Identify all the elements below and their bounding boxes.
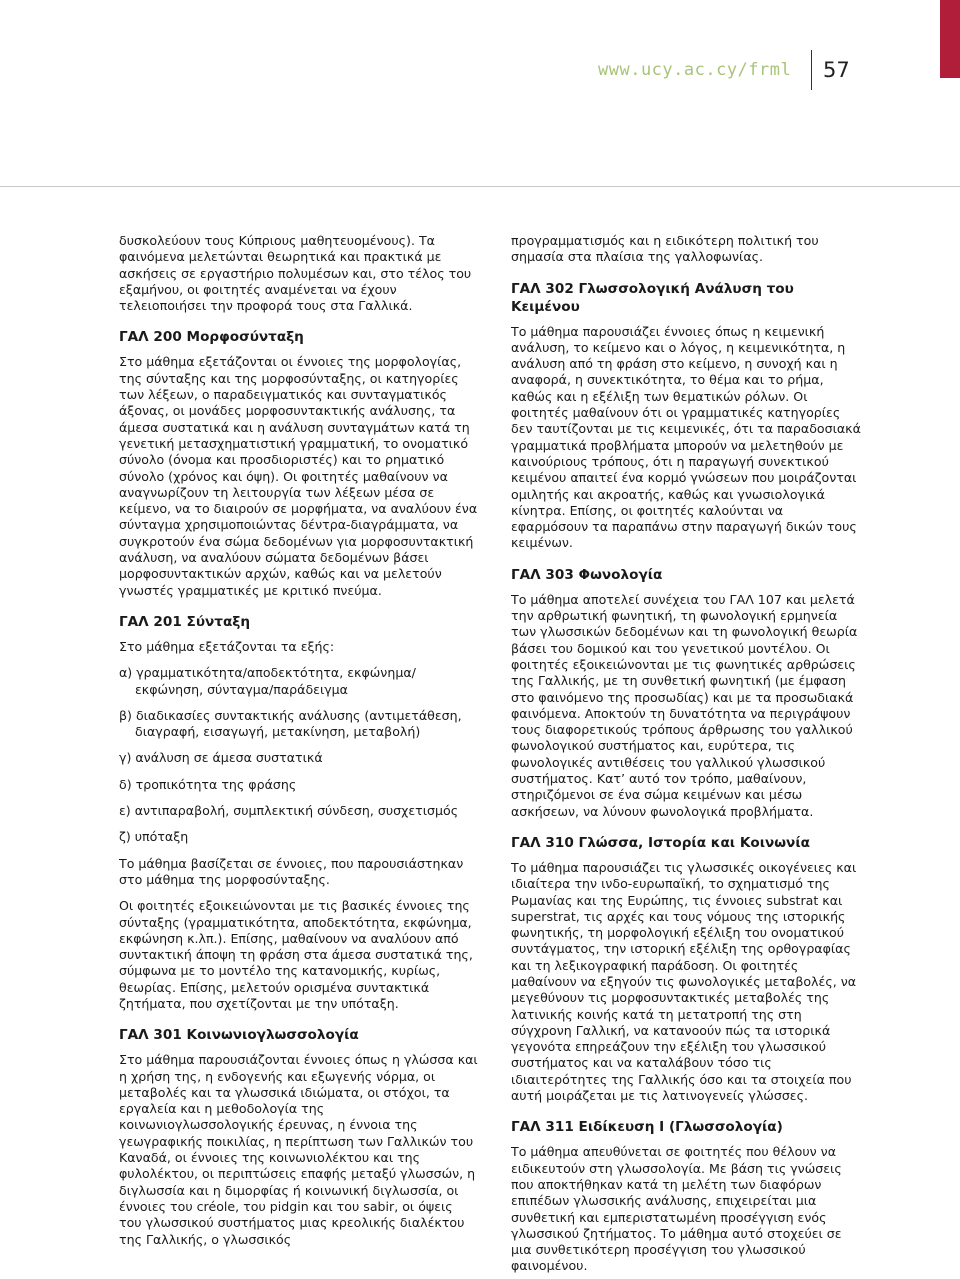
header-rule [0,186,960,187]
right-column [511,233,863,1279]
course-body-gal301: Στο μάθημα παρουσιάζονται έννοιες όπως η γλώσσα και η χρήση της, η ενδογενής και εξωγενής νόρμα, οι μεταβολές και τα γλωσσικά ιδιώματα, οι στόχοι, τα εργαλεία και η μεθοδολογία της κοινωνιογλωσσολογικής έρευνας, η έννοια της γεωγραφικής ποικιλίας, η περίπτωση των Γαλλικών του Καναδά, οι έννοιες της κοινωνιολέκτου και της φυλολέκτου, οι περιπτώσεις επαφής μεταξύ γλωσσών, η διγλωσσία και η διμορφίας ή κοινωνική διγλωσσία, οι έννοιες του créole, του pidgin και του sabir, οι όψεις του γλωσσικού συστήματος μιας κρεολικής διαλέκτου της Γαλλικής, ο γλωσσικός [119,1052,478,1247]
list-item: δ) τροπικότητα της φράσης [119,776,297,792]
course-para-gal201-1: Το μάθημα βασίζεται σε έννοιες, που παρουσιάστηκαν στο μάθημα της μορφοσύνταξης. [119,855,464,887]
list-item: ζ) υπόταξη [119,829,189,845]
list-item: γ) ανάλυση σε άμεσα συστατικά [119,750,323,766]
course-title-gal310: ΓΑΛ 310 Γλώσσα, Ιστορία και Κοινωνία [511,834,810,851]
header-divider [811,50,812,90]
continued-text: προγραμματισμός και η ειδικότερη πολιτική του σημασία στα πλαίσια της γαλλοφωνίας. [511,233,819,265]
course-title-gal200: ΓΑΛ 200 Μορφοσύνταξη [119,329,304,346]
course-body-gal200: Στο μάθημα εξετάζονται οι έννοιες της μορφολογίας, της σύνταξης και της μορφοσύνταξης, οι κατηγορίες των λέξεων, ο παραδειγματικός και συνταγματικός άξονας, οι μονάδες μορφοσυντακτικής ανάλυσης, τα άμεσα συστατικά και η ανάλυση συνταγμάτων κατά τη γενετική μετασχηματιστική γραμματική, το ονοματικό σύνολο (όνομα και προσδιοριστές) και το ρηματικό σύνολο (χρόνος και όψη). Οι φοιτητές μαθαίνουν να αναγνωρίζουν τη λειτουργία των λέξεων μέσα σε κείμενο, να το διαιρούν σε μορφήματα, να αναλύουν ένα σύνταγμα χρησιμοποιώντας δέντρα-διαγράμματα, να συγκροτούν ένα σώμα δεδομένων για μορφοσυντακτική ανάλυση, να αναλύουν σώματα δεδομένων βάσει μορφοσυντακτικών αρχών, καθώς και να μελετούν γνωστές γραμματικές με κριτικό πνεύμα. [119,354,478,598]
course-para-gal201-2: Οι φοιτητές εξοικειώνονται με τις βασικές έννοιες της σύνταξης (γραμματικότητα, αποδεκτότητα, εκφώνημα, εκφώνηση κ.λπ.). Επίσης, μαθαίνουν να αναλύουν από συντακτική άποψη τη φράση στα άμεσα συστατικά της, σύμφωνα με το μοντέλο της κατανομικής, κυρίως, θεωρίας. Επίσης, μελετούν ορισμένα συντακτικά ζητήματα, που σχετίζονται με την υπόταξη. [119,898,473,1011]
course-title-gal311: ΓΑΛ 311 Ειδίκευση Ι (Γλωσσολογία) [511,1119,783,1136]
list-item: α) γραμματικότητα/αποδεκτότητα, εκφώνημα/εκφώνηση, σύνταγμα/παράδειγμα [119,665,416,697]
course-lead-gal201: Στο μάθημα εξετάζονται τα εξής: [119,638,335,654]
list-item: ε) αντιπαραβολή, συμπλεκτική σύνδεση, συσχετισμός [119,803,459,819]
course-body-gal302: Το μάθημα παρουσιάζει έννοιες όπως η κειμενική ανάλυση, το κείμενο και ο λόγος, η κειμενικότητα, η ανάλυση από τη φράση στο κείμενο, η συνοχή και η αναφορά, η συνεκτικότητα, το θέμα και το ρήμα, καθώς και η εξέλιξη των θεματικών ρόλων. Οι φοιτητές μαθαίνουν ότι οι γραμματικές κατηγορίες δεν ταυτίζονται με τις κειμενικές, ότι τα παραδοσιακά γραμματικά προβλήματα μπορούν να μελετηθούν με καινούριους τρόπους, ότι η παραγωγή συνεκτικού κειμένου απαιτεί ένα κορμό γνώσεων που μοιράζονται ομιλητής και ακροατής, καθώς και γνωσιολογικά κίνητρα. Επίσης, οι φοιτητές καλούνται να εφαρμόσουν τα παραπάνω στην παραγωγή δικών τους κειμένων. [511,323,861,551]
corner-tab [940,0,960,78]
course-title-gal201: ΓΑΛ 201 Σύνταξη [119,613,250,630]
course-body-gal303: Το μάθημα αποτελεί συνέχεια του ΓΑΛ 107 και μελετά την αρθρωτική φωνητική, τη φωνολογική ερμηνεία των γλωσσικών δεδομένων και τη φωνολογική θεωρία βάσει του δομικού και του γενετικού μοντέλου. Οι φοιτητές εξοικειώνονται με τις φωνητικές αρθρώσεις της Γαλλικής, με τη συνθετική φωνητική (με έμφαση στο φαινόμενο της προσωδίας) και με τα προσωδιακά φαινόμενα. Αποκτούν τη δυνατότητα να περιγράψουν τους διαφορετικούς τρόπους άρθρωσης του γαλλικού φωνολογικού συστήματος και, ευρύτερα, τις φωνολογικές αντιθέσεις του γαλλικού γλωσσικού συστήματος. Κατ’ αυτό τον τρόπο, μαθαίνουν, στηριζόμενοι σε ένα σώμα κειμένων και μέσω ασκήσεων, να λύνουν φωνολογικά προβλήματα. [511,591,858,819]
course-title-gal302: ΓΑΛ 302 Γλωσσολογική Ανάλυση του Κειμένου [511,280,794,315]
continued-text: δυσκολεύουν τους Κύπριους μαθητευομένους). Τα φαινόμενα μελετώνται θεωρητικά και πρακτικά με ασκήσεις σε εργαστήριο πολυμέσων και, στο τέλος του εξαμήνου, οι φοιτητές αναμένεται να έχουν τελειοποιήσει την προφορά τους στα Γαλλικά. [119,233,472,314]
left-column [119,233,479,1252]
course-body-gal310: Το μάθημα παρουσιάζει τις γλωσσικές οικογένειες και ιδιαίτερα την ινδο-ευρωπαϊκή, το σχηματισμό της Ρωμανίας και της Ευρώπης, τις έννοιες substrat και superstrat, τις αρχές και τους νόμους της ιστορικής φωνητικής, τη μορφολογική εξέλιξη του ονοματικού συντάγματος, την ιστορική εξέλιξη της ορθογραφίας και τη λεξικογραφική παράδοση. Οι φοιτητές μαθαίνουν να εξηγούν τις φωνολογικές μεταβολές, να μεγεθύνουν τις μορφοσυντακτικές μεταβολές της λατινικής κοινής κατά τη μετατροπή της στη σύγχρονη Γαλλική, να κατανοούν πώς τα ιστορικά γεγονότα επηρεάζουν την εξέλιξη του γλωσσικού συστήματος και να καταλάβουν τόσο τις ιδιαιτερότητες της Γαλλικής όσο και τα στοιχεία που αυτή μοιράζεται με τις λατινογενείς γλώσσες. [511,859,857,1104]
course-title-gal303: ΓΑΛ 303 Φωνολογία [511,566,663,583]
course-title-gal301: ΓΑΛ 301 Κοινωνιογλωσσολογία [119,1027,359,1044]
list-item: β) διαδικασίες συντακτικής ανάλυσης (αντιμετάθεση, διαγραφή, εισαγωγή, μετακίνηση, μεταβολή) [119,707,462,740]
course-body-gal311: Το μάθημα απευθύνεται σε φοιτητές που θέλουν να ειδικευτούν στη γλωσσολογία. Με βάση τις γνώσεις που αποκτήθηκαν κατά τη μελέτη των διαφόρων επιπέδων γλωσσικής ανάλυσης, επιχειρείται μια συνθετική και εμπεριστατωμένη προσέγγιση ενός γλωσσικού ζητήματος. Το μάθημα αυτό στοχεύει σε μια συνθετικότερη προσέγγιση του γλωσσικού φαινομένου. [511,1144,842,1274]
page-number: 57 [823,58,850,82]
site-url[interactable]: www.ucy.ac.cy/frml [598,60,792,80]
